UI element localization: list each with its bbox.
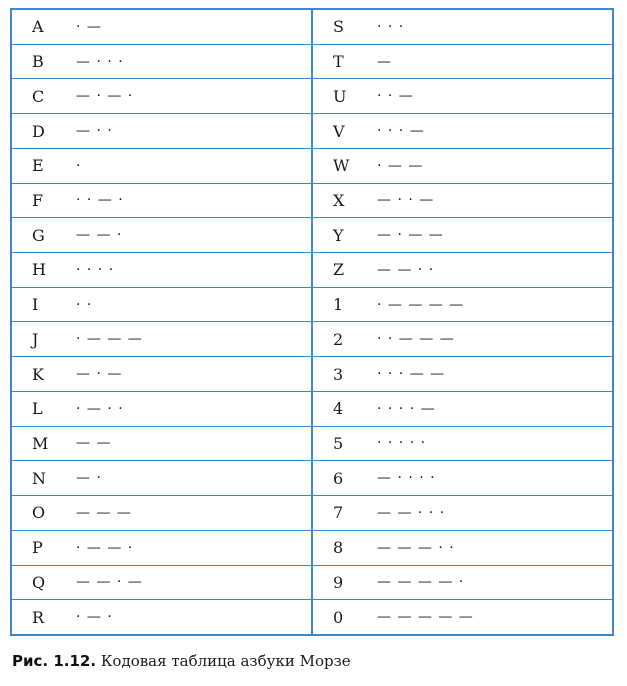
table-row	[313, 183, 612, 218]
morse-code: · — — ·	[76, 539, 134, 556]
table-row	[313, 44, 612, 79]
morse-symbol: P	[32, 538, 43, 558]
table-row	[313, 356, 612, 391]
morse-symbol: Y	[333, 225, 344, 245]
morse-code: — — — · ·	[377, 539, 455, 556]
morse-code: · —	[76, 18, 102, 35]
table-row	[313, 217, 612, 252]
table-row	[12, 44, 311, 79]
table-row	[12, 148, 311, 183]
morse-symbol: Z	[333, 260, 345, 280]
table-row	[12, 599, 311, 634]
morse-code: — · ·	[76, 123, 113, 140]
morse-symbol: J	[32, 329, 39, 349]
morse-symbol: O	[32, 503, 46, 523]
morse-symbol: Q	[32, 572, 46, 592]
morse-code: — — · —	[76, 574, 143, 591]
table-row	[12, 252, 311, 287]
morse-code: · · · · —	[377, 400, 436, 417]
table-row	[313, 252, 612, 287]
table-row	[313, 530, 612, 565]
table-row	[12, 217, 311, 252]
morse-code: — · — —	[377, 227, 444, 244]
morse-symbol: X	[333, 190, 345, 210]
morse-symbol: 6	[333, 468, 344, 488]
table-row	[12, 287, 311, 322]
table-row	[12, 113, 311, 148]
table-row	[313, 287, 612, 322]
caption-label: Рис. 1.12.	[12, 652, 97, 670]
morse-code: — — — — ·	[377, 574, 465, 591]
table-row	[12, 495, 311, 530]
morse-code: — — —	[76, 504, 132, 521]
table-column-right	[311, 10, 612, 634]
morse-symbol: N	[32, 468, 46, 488]
morse-code: — · · —	[377, 192, 435, 209]
morse-code: · · · ·	[76, 261, 115, 278]
morse-code-table	[10, 8, 614, 636]
morse-code: · ·	[76, 296, 93, 313]
morse-symbol: U	[333, 86, 347, 106]
table-row	[313, 565, 612, 600]
morse-code: · · —	[377, 88, 414, 105]
figure-caption	[12, 652, 351, 670]
morse-symbol: R	[32, 607, 45, 627]
morse-symbol: B	[32, 52, 44, 72]
morse-symbol: M	[32, 433, 49, 453]
morse-code: · · · · ·	[377, 435, 427, 452]
morse-code: · · — — —	[377, 331, 455, 348]
morse-code: · — —	[377, 157, 424, 174]
table-row	[12, 530, 311, 565]
morse-code: · · ·	[377, 18, 405, 35]
morse-code: ·	[76, 157, 82, 174]
table-row	[313, 113, 612, 148]
morse-code: · · · — —	[377, 366, 446, 383]
morse-code: — — · ·	[377, 261, 435, 278]
morse-code: · — · ·	[76, 400, 124, 417]
table-row	[12, 10, 311, 44]
table-row	[313, 10, 612, 44]
morse-code: · · — ·	[76, 192, 124, 209]
morse-symbol: 9	[333, 572, 344, 592]
morse-symbol: S	[333, 17, 344, 37]
table-column-left	[12, 10, 311, 634]
table-row	[313, 391, 612, 426]
morse-code: — · —	[76, 366, 123, 383]
morse-symbol: K	[32, 364, 44, 384]
morse-symbol: A	[32, 17, 44, 37]
morse-symbol: 7	[333, 503, 344, 523]
morse-symbol: V	[333, 121, 345, 141]
morse-code: — — ·	[76, 227, 123, 244]
morse-symbol: I	[32, 295, 39, 315]
morse-symbol: 4	[333, 399, 344, 419]
morse-symbol: W	[333, 156, 350, 176]
table-row	[313, 78, 612, 113]
morse-symbol: T	[333, 52, 344, 72]
morse-code: · — ·	[76, 609, 113, 626]
morse-symbol: L	[32, 399, 43, 419]
morse-code: — —	[76, 435, 112, 452]
table-row	[12, 565, 311, 600]
morse-symbol: G	[32, 225, 45, 245]
morse-symbol: 8	[333, 538, 344, 558]
table-row	[313, 495, 612, 530]
table-row	[313, 148, 612, 183]
table-row	[313, 321, 612, 356]
table-row	[313, 460, 612, 495]
table-row	[12, 426, 311, 461]
morse-code: — · · · ·	[377, 470, 436, 487]
table-row	[12, 78, 311, 113]
table-row	[12, 356, 311, 391]
morse-code: · — — — —	[377, 296, 465, 313]
morse-symbol: 3	[333, 364, 344, 384]
table-row	[12, 183, 311, 218]
caption-text: Кодовая таблица азбуки Морзе	[100, 652, 351, 670]
morse-symbol: C	[32, 86, 45, 106]
table-row	[12, 460, 311, 495]
morse-code: — · · ·	[76, 53, 124, 70]
morse-symbol: 5	[333, 433, 344, 453]
morse-code: — · — ·	[76, 88, 134, 105]
morse-symbol: F	[32, 190, 44, 210]
morse-symbol: 2	[333, 329, 344, 349]
morse-code: — — · · ·	[377, 504, 446, 521]
morse-symbol: 1	[333, 295, 344, 315]
table-row	[313, 426, 612, 461]
table-row	[12, 321, 311, 356]
morse-symbol: 0	[333, 607, 344, 627]
morse-symbol: E	[32, 156, 44, 176]
morse-code: — ·	[76, 470, 102, 487]
morse-symbol: H	[32, 260, 46, 280]
morse-code: — — — — —	[377, 609, 474, 626]
table-row	[313, 599, 612, 634]
morse-code: —	[377, 53, 392, 70]
morse-code: · — — —	[76, 331, 143, 348]
morse-symbol: D	[32, 121, 45, 141]
table-row	[12, 391, 311, 426]
morse-code: · · · —	[377, 123, 425, 140]
